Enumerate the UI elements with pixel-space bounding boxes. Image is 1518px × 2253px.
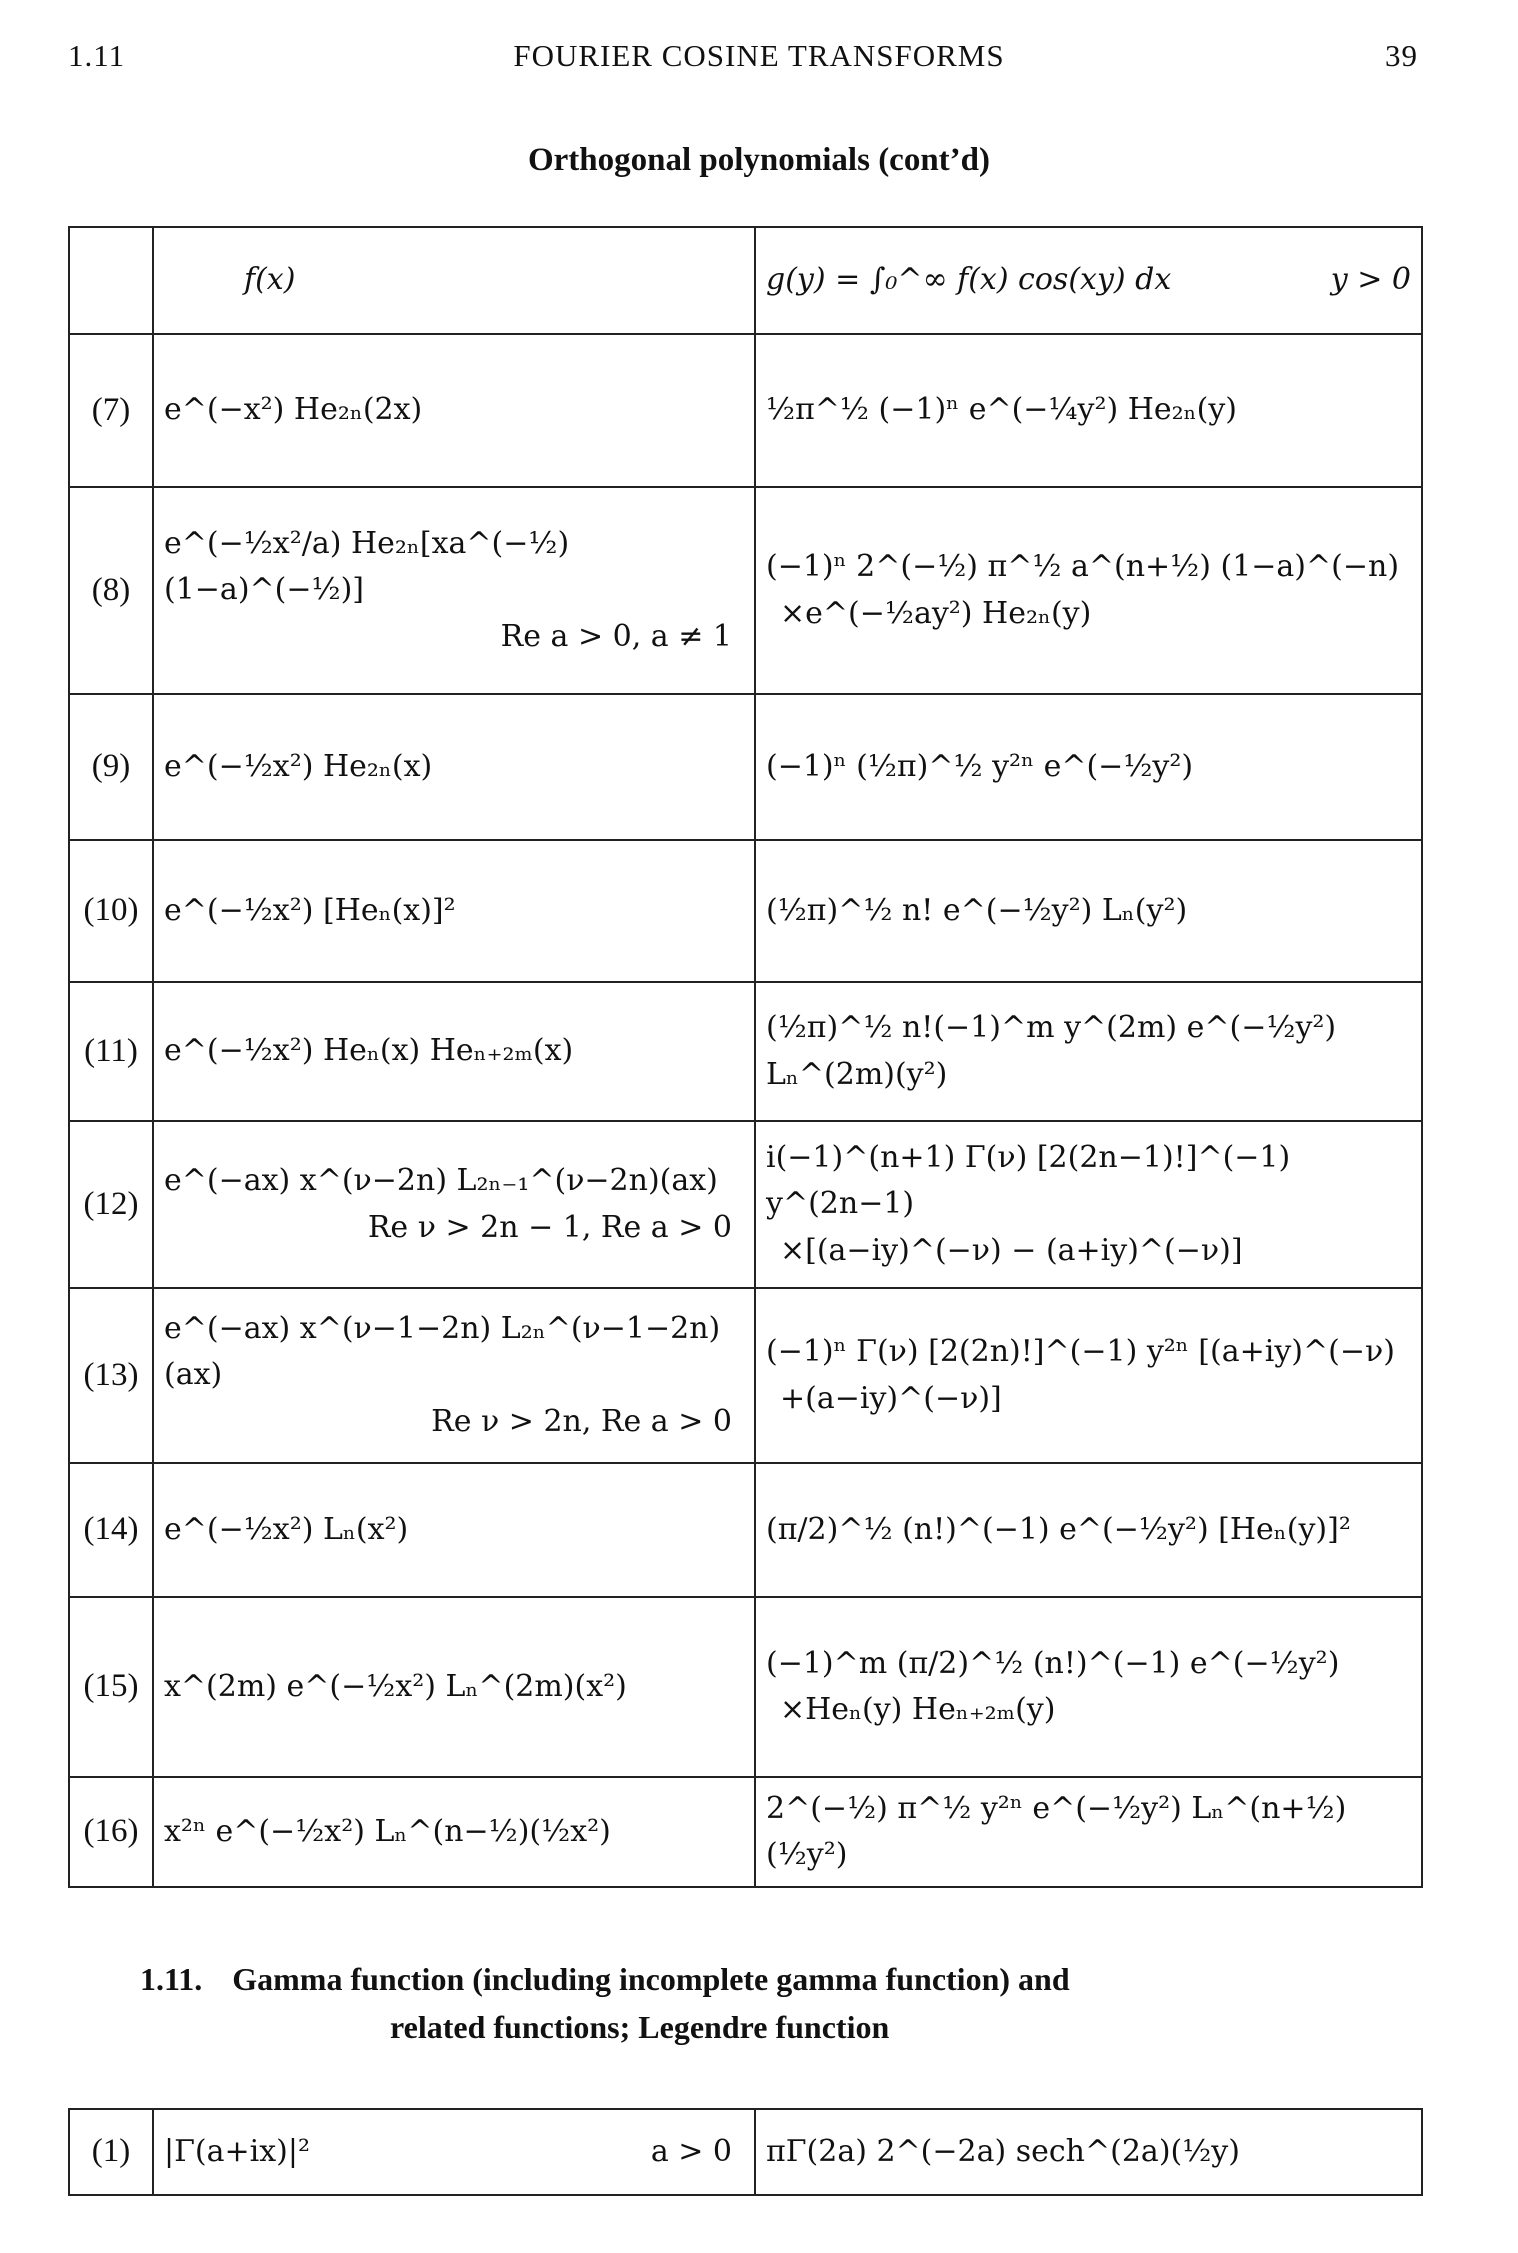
f-cell — [153, 1597, 755, 1777]
formula-number: (10) — [69, 840, 153, 982]
g-expression-continued: ×[(a−iy)^(−ν) − (a+iy)^(−ν)] — [780, 1232, 1243, 1268]
table-row — [69, 1288, 1422, 1463]
header-g-cell — [755, 227, 1422, 334]
section-title-line1: Gamma function (including incomplete gamma function) and — [232, 1961, 1070, 1997]
formula-number: (11) — [69, 982, 153, 1121]
f-cell — [153, 694, 755, 840]
formula-number: (16) — [69, 1777, 153, 1887]
f-cell — [153, 334, 755, 487]
f-cell — [153, 2109, 755, 2195]
transform-table — [68, 226, 1423, 1888]
formula-number: (7) — [69, 334, 153, 487]
g-expression: (−1)ⁿ 2^(−½) π^½ a^(n+½) (1−a)^(−n) — [766, 549, 1400, 584]
g-cell — [755, 694, 1422, 840]
g-expression: i(−1)^(n+1) Γ(ν) [2(2n−1)!]^(−1) y^(2n−1) — [766, 1139, 1291, 1222]
g-cell — [755, 1597, 1422, 1777]
f-cell — [153, 982, 755, 1121]
g-cell — [755, 487, 1422, 694]
formula-number: (12) — [69, 1121, 153, 1288]
f-expression: e^(−ax) x^(ν−1−2n) L₂ₙ^(ν−1−2n)(ax) — [164, 1310, 721, 1393]
g-cell — [755, 1121, 1422, 1288]
f-expression: e^(−½x²/a) He₂ₙ[xa^(−½) (1−a)^(−½)] — [164, 525, 570, 608]
f-cell — [153, 1463, 755, 1597]
table-header-row — [69, 227, 1422, 334]
g-expression-continued: +(a−iy)^(−ν)] — [780, 1380, 1002, 1416]
g-expression: πΓ(2a) 2^(−2a) sech^(2a)(½y) — [766, 2133, 1240, 2169]
formula-number: (15) — [69, 1597, 153, 1777]
table-row — [69, 840, 1422, 982]
formula-number: (1) — [69, 2109, 153, 2195]
f-expression: x²ⁿ e^(−½x²) Lₙ^(n−½)(½x²) — [164, 1813, 611, 1849]
table-row — [69, 1121, 1422, 1288]
f-cell — [153, 1288, 755, 1463]
f-expression: e^(−½x²) [Heₙ(x)]² — [164, 892, 456, 928]
f-cell — [153, 487, 755, 694]
f-expression: e^(−½x²) Lₙ(x²) — [164, 1511, 409, 1547]
running-title: FOURIER COSINE TRANSFORMS — [513, 38, 1005, 73]
g-expression-continued: ×Heₙ(y) Heₙ₊₂ₘ(y) — [780, 1692, 1056, 1727]
table-row — [69, 2109, 1422, 2195]
g-cell — [755, 1777, 1422, 1887]
g-cell — [755, 1463, 1422, 1597]
f-cell — [153, 840, 755, 982]
table-row — [69, 982, 1422, 1121]
g-expression: (−1)^m (π/2)^½ (n!)^(−1) e^(−½y²) — [766, 1645, 1340, 1681]
g-expression: (½π)^½ n!(−1)^m y^(2m) e^(−½y²) Lₙ^(2m)(y²) — [766, 1010, 1337, 1092]
formula-number: (13) — [69, 1288, 153, 1463]
gamma-table — [68, 2108, 1423, 2196]
header-f-cell — [153, 227, 755, 334]
f-condition: Re ν > 2n, Re a > 0 — [431, 1403, 732, 1439]
formula-number: (9) — [69, 694, 153, 840]
page-number: 39 — [1385, 38, 1418, 73]
table-row — [69, 334, 1422, 487]
header-g-condition: y > 0 — [1330, 262, 1411, 298]
table-row — [69, 1597, 1422, 1777]
f-cell — [153, 1121, 755, 1288]
table-row — [69, 1463, 1422, 1597]
formula-number: (14) — [69, 1463, 153, 1597]
g-expression: (−1)ⁿ (½π)^½ y²ⁿ e^(−½y²) — [766, 748, 1194, 784]
f-expression: e^(−x²) He₂ₙ(2x) — [164, 392, 423, 428]
f-expression: e^(−½x²) Heₙ(x) Heₙ₊₂ₘ(x) — [164, 1033, 574, 1069]
table-title: Orthogonal polynomials (cont’d) — [527, 142, 991, 178]
g-cell — [755, 840, 1422, 982]
g-expression: 2^(−½) π^½ y²ⁿ e^(−½y²) Lₙ^(n+½)(½y²) — [766, 1790, 1347, 1872]
g-cell — [755, 334, 1422, 487]
table-row — [69, 487, 1422, 694]
g-cell — [755, 982, 1422, 1121]
g-expression: ½π^½ (−1)ⁿ e^(−¼y²) He₂ₙ(y) — [766, 392, 1237, 428]
g-expression: (π/2)^½ (n!)^(−1) e^(−½y²) [Heₙ(y)]² — [766, 1511, 1351, 1547]
g-cell — [755, 1288, 1422, 1463]
f-condition: Re ν > 2n − 1, Re a > 0 — [367, 1209, 732, 1245]
f-expression: |Γ(a+ix)|² — [164, 2133, 311, 2169]
f-expression: x^(2m) e^(−½x²) Lₙ^(2m)(x²) — [164, 1668, 627, 1704]
table-row — [69, 1777, 1422, 1887]
g-cell — [755, 2109, 1422, 2195]
section-number: 1.11. — [140, 1961, 203, 1997]
section-title-line2: related functions; Legendre function — [390, 2009, 890, 2045]
f-expression: e^(−½x²) He₂ₙ(x) — [164, 748, 433, 784]
f-cell — [153, 1777, 755, 1887]
g-expression: (½π)^½ n! e^(−½y²) Lₙ(y²) — [766, 892, 1188, 928]
f-condition: Re a > 0, a ≠ 1 — [500, 618, 732, 654]
section-heading — [140, 1955, 1380, 2051]
f-expression: e^(−ax) x^(ν−2n) L₂ₙ₋₁^(ν−2n)(ax) — [164, 1163, 718, 1198]
f-condition: a > 0 — [650, 2133, 732, 2169]
running-section-number: 1.11 — [68, 38, 126, 73]
table-row — [69, 694, 1422, 840]
formula-number: (8) — [69, 487, 153, 694]
g-expression: (−1)ⁿ Γ(ν) [2(2n)!]^(−1) y²ⁿ [(a+iy)^(−ν) — [766, 1334, 1395, 1369]
header-number-cell — [69, 227, 153, 334]
header-g-label: g(y) = ∫₀^∞ f(x) cos(xy) dx — [766, 262, 1172, 298]
header-f-label: f(x) — [244, 262, 296, 298]
g-expression-continued: ×e^(−½ay²) He₂ₙ(y) — [780, 595, 1092, 631]
